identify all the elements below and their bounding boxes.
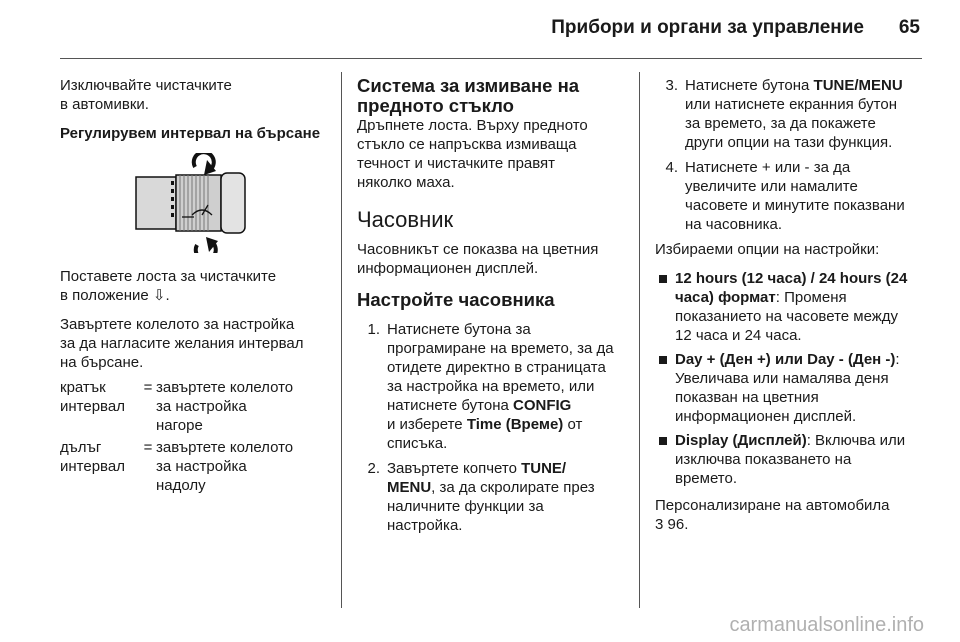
step-text-part: , за да скролирате през наличните функции за настройка.	[387, 479, 595, 534]
washer-heading: Система за измиване на предното стъкло	[357, 75, 580, 116]
list-item	[655, 158, 923, 234]
wiper-stalk-figure	[60, 153, 330, 253]
column-divider-2	[639, 72, 640, 608]
step-number: 3.	[665, 77, 678, 94]
step-text-part: Натиснете бутона за програмиране на времето, за да отидете директно в страницата за настройка на времето, или натиснете бутона	[387, 321, 614, 414]
list-item	[655, 350, 923, 426]
step-text	[387, 320, 633, 453]
watermark: carmanualsonline.info	[729, 614, 924, 636]
def-term: дълъг интервал	[60, 439, 125, 475]
middle-column	[357, 76, 633, 541]
list-item	[357, 320, 633, 453]
def-desc: завъртете колелото за настройка надолу	[156, 439, 294, 494]
bullet-icon	[655, 431, 675, 488]
tune-menu-label: TUNE/MENU	[813, 77, 903, 94]
header-title: Прибори и органи за управление	[551, 17, 864, 38]
page-header	[0, 0, 960, 60]
options-intro: Избираеми опции на настройки:	[655, 241, 880, 258]
config-button-label: CONFIG	[512, 397, 572, 414]
list-item	[655, 269, 923, 345]
step-text-part: Натиснете бутона	[685, 77, 814, 94]
step-number: 2.	[367, 460, 380, 477]
step-text	[685, 76, 923, 152]
def-desc: завъртете колелото за настройка нагоре	[156, 379, 294, 434]
option-label: Display (Дисплей)	[675, 432, 807, 449]
time-menu-label: Time (Време)	[466, 416, 564, 433]
wiper-interval-stalk-icon	[60, 153, 330, 253]
step-text-part: Завъртете копчето	[387, 460, 522, 477]
option-text	[675, 431, 923, 488]
stalk-position-text: Поставете лоста за чистачките в положение ⇩.	[60, 268, 277, 304]
option-label: 12 hours (12 часа) / 24 hours (24 часа) формат	[675, 270, 908, 306]
options-list	[655, 269, 923, 488]
def-eq: =	[143, 379, 153, 396]
header-rule	[60, 58, 922, 59]
step-text-part: или натиснете екранния бутон за времето, за да покажете други опции на тази функция.	[685, 96, 897, 151]
clock-steps-list-continued	[655, 76, 923, 234]
settings-heading: Настройте часовника	[357, 289, 555, 310]
list-item	[655, 76, 923, 152]
tune-menu-label: TUNE/ MENU	[387, 460, 567, 496]
step-number: 4.	[665, 159, 678, 176]
clock-text: Часовникът се показва на цветния информационен дисплей.	[357, 241, 599, 277]
def-eq: =	[143, 439, 153, 456]
washer-text: Дръпнете лоста. Върху предното стъкло се напръсква измиваща течност и чистачките правят няколко маха.	[357, 117, 588, 191]
option-text	[675, 350, 923, 426]
adjust-wheel-text: Завъртете колелото за настройка за да нагласите желания интервал на бърсане.	[60, 316, 304, 371]
option-text	[675, 269, 923, 345]
interval-heading: Регулирувем интервал на бърсане	[60, 125, 321, 142]
page-number: 65	[898, 17, 920, 38]
clock-steps-list	[357, 320, 633, 535]
option-desc: : Увеличава или намалява деня показван на цветния информационен дисплей.	[675, 351, 900, 425]
page-reference: 3 96.	[655, 516, 689, 533]
list-item	[655, 431, 923, 488]
left-column	[60, 76, 332, 495]
wash-note: Изключвайте чистачките в автомивки.	[60, 77, 232, 113]
step-text	[387, 459, 633, 535]
column-divider-1	[341, 72, 342, 608]
step-text-part: и изберете	[387, 416, 463, 433]
option-label: Day + (Ден +) или Day - (Ден -)	[675, 351, 896, 368]
def-term: кратък интервал	[60, 379, 125, 415]
right-column	[655, 76, 923, 534]
step-text-part: от списъка.	[387, 416, 583, 452]
interval-definitions	[60, 378, 332, 495]
personalization-text: Персонализиране на автомобила	[655, 497, 890, 514]
step-number: 1.	[367, 321, 380, 338]
bullet-icon	[655, 269, 675, 345]
bullet-icon	[655, 350, 675, 426]
option-desc: : Включва или изключва показването на времето.	[675, 432, 906, 487]
option-desc: : Променя показанието на часовете между 12 часа и 24 часа.	[675, 289, 899, 344]
step-text: Натиснете + или - за да увеличите или намалите часовете и минутите показвани на часовника.	[685, 159, 905, 233]
clock-heading: Часовник	[357, 207, 454, 232]
list-item	[357, 459, 633, 535]
